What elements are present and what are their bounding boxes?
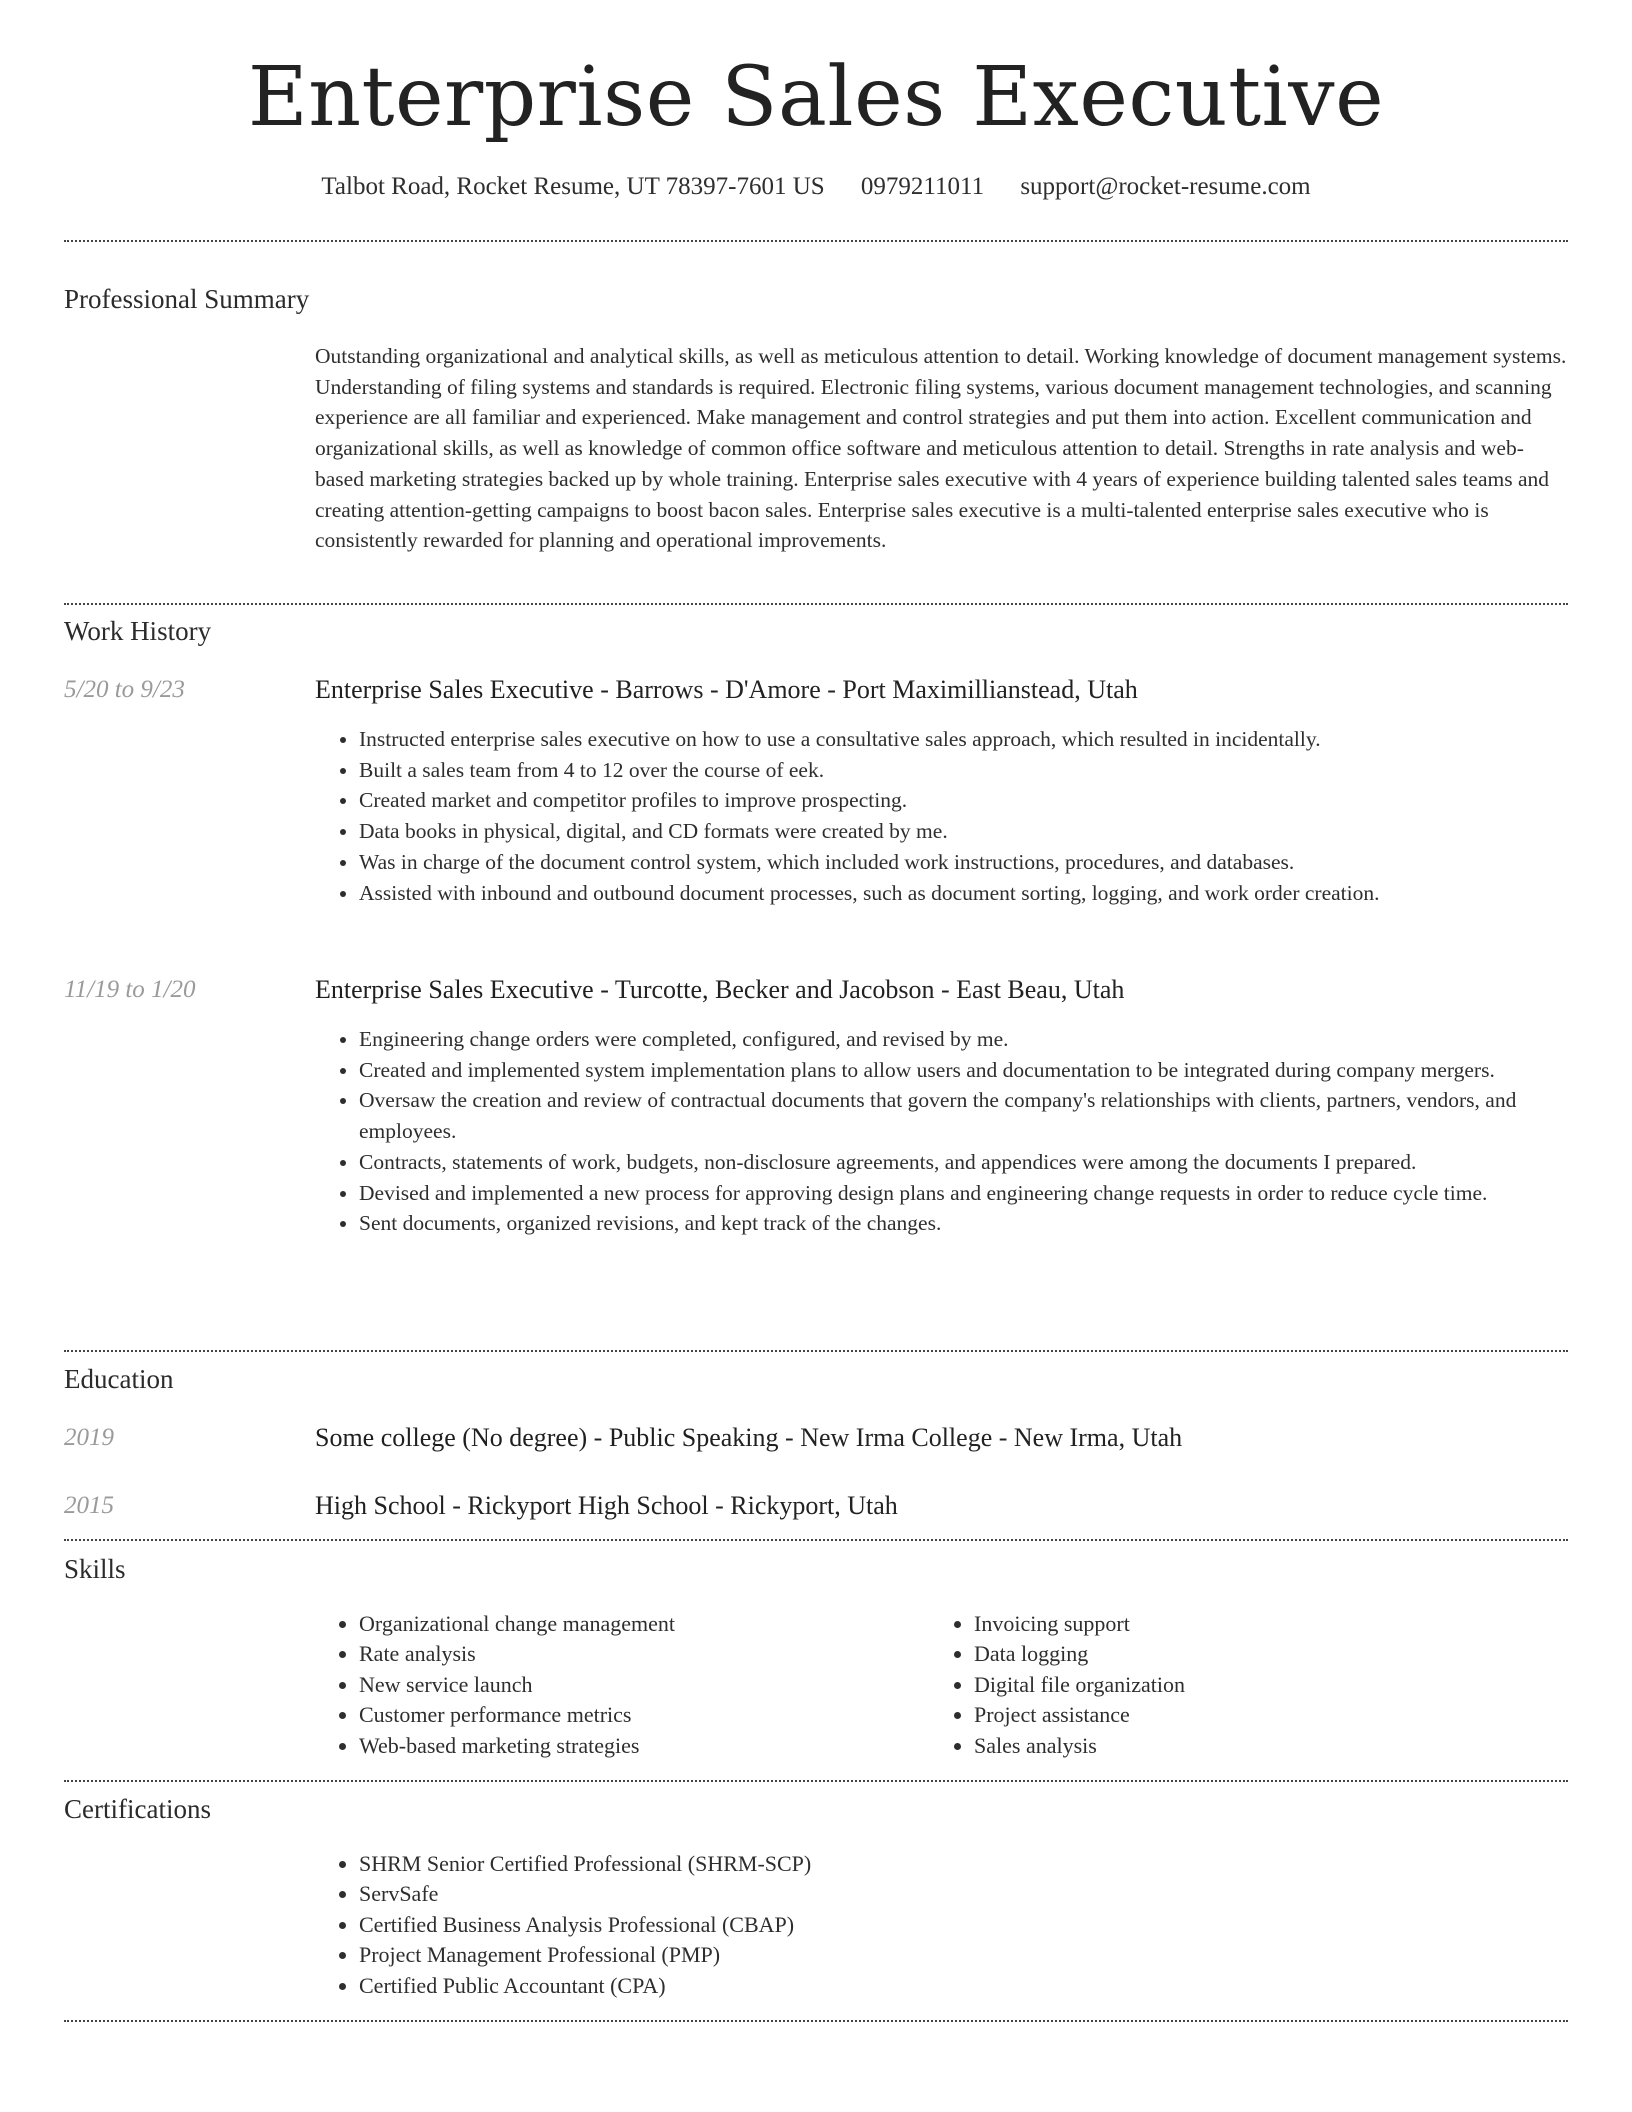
education-entry	[315, 1421, 1182, 1455]
list-item: • Instructed enterprise sales executive on how to use a consultative sales approach, which resulted in incidentally.	[359, 724, 1589, 755]
contact-phone: 0979211011	[860, 173, 985, 200]
certifications-list	[315, 1849, 811, 2001]
certification-item: • SHRM Senior Certified Professional (SHRM-SCP)	[359, 1849, 811, 1879]
list-item: • Data books in physical, digital, and CD formats were created by me.	[359, 816, 1589, 847]
education-school: - Rickyport High School - Rickyport, Utah	[445, 1491, 898, 1520]
job-bullets	[315, 724, 1589, 908]
job-title	[315, 973, 1124, 1007]
certification-item: • ServSafe	[359, 1879, 811, 1909]
job-title	[315, 673, 1138, 707]
section-divider	[64, 1350, 1568, 1352]
education-degree: High School	[315, 1491, 446, 1520]
section-divider	[64, 240, 1568, 242]
skill-item: • Organizational change management	[359, 1609, 675, 1639]
certification-item: • Certified Business Analysis Professional (CBAP)	[359, 1910, 811, 1940]
skills-list-right	[930, 1609, 1185, 1761]
list-item: • Devised and implemented a new process for approving design plans and engineering change requests in order to reduce cycle time.	[359, 1178, 1589, 1209]
education-year: 2015	[64, 1492, 114, 1519]
skill-item: • Web-based marketing strategies	[359, 1731, 675, 1761]
education-degree: Some college (No degree) - Public Speaking	[315, 1423, 779, 1452]
list-item: • Created and implemented system implementation plans to allow users and documentation to be integrated during company mergers.	[359, 1055, 1589, 1086]
section-divider	[64, 603, 1568, 605]
list-item: • Sent documents, organized revisions, and kept track of the changes.	[359, 1208, 1589, 1239]
section-divider	[64, 1780, 1568, 1782]
job-employer: - Barrows - D'Amore - Port Maximillianstead, Utah	[593, 675, 1138, 704]
education-section-title: Education	[64, 1364, 174, 1394]
skills-list-left	[315, 1609, 675, 1761]
section-divider	[64, 1539, 1568, 1541]
certification-item: • Project Management Professional (PMP)	[359, 1940, 811, 1970]
contact-address: Talbot Road, Rocket Resume, UT 78397-7601 US	[321, 173, 825, 200]
skills-section-title: Skills	[64, 1554, 126, 1584]
skill-item: • Sales analysis	[974, 1731, 1185, 1761]
section-divider	[64, 2020, 1568, 2022]
list-item: • Contracts, statements of work, budgets, non-disclosure agreements, and appendices were among the documents I prepared.	[359, 1147, 1589, 1178]
education-entry	[315, 1489, 898, 1523]
summary-section-title: Professional Summary	[64, 284, 310, 314]
skill-item: • Rate analysis	[359, 1639, 675, 1669]
job-dates: 5/20 to 9/23	[64, 676, 185, 703]
list-item: • Engineering change orders were completed, configured, and revised by me.	[359, 1024, 1589, 1055]
skill-item: • Project assistance	[974, 1700, 1185, 1730]
list-item: • Created market and competitor profiles to improve prospecting.	[359, 785, 1589, 816]
certifications-section-title: Certifications	[64, 1794, 211, 1824]
contact-line	[0, 170, 1632, 204]
list-item: • Was in charge of the document control system, which included work instructions, procedures, and databases.	[359, 847, 1589, 878]
summary-text: Outstanding organizational and analytical skills, as well as meticulous attention to detail. Working knowledge of document management systems. Understanding of filing systems and standards is required. Electronic filing systems, various document management technologies, and scanning experience are all familiar and experienced. Make management and control strategies and put them into action. Excellent communication and organizational skills, as well as knowledge of common office software and meticulous attention to detail. Strengths in rate analysis and web-based marketing strategies backed up by whole training. Enterprise sales executive with 4 years of experience building talented sales teams and creating attention-getting campaigns to boost bacon sales. Enterprise sales executive is a multi-talented enterprise sales executive who is consistently rewarded for planning and operational improvements.	[315, 344, 1567, 553]
job-role: Enterprise Sales Executive	[315, 675, 594, 704]
skill-item: • Digital file organization	[974, 1670, 1185, 1700]
list-item: • Built a sales team from 4 to 12 over the course of eek.	[359, 755, 1589, 786]
certification-item: • Certified Public Accountant (CPA)	[359, 1971, 811, 2001]
skill-item: • Invoicing support	[974, 1609, 1185, 1639]
list-item: • Oversaw the creation and review of contractual documents that govern the company's relationships with clients, partners, vendors, and employees.	[359, 1085, 1589, 1146]
job-role: Enterprise Sales Executive	[315, 975, 594, 1004]
job-employer: - Turcotte, Becker and Jacobson - East Beau, Utah	[593, 975, 1125, 1004]
skill-item: • New service launch	[359, 1670, 675, 1700]
work-history-section-title: Work History	[64, 616, 212, 646]
education-year: 2019	[64, 1424, 114, 1451]
job-bullets	[315, 1024, 1589, 1239]
candidate-name: Enterprise Sales Executive	[247, 50, 1385, 145]
skill-item: • Data logging	[974, 1639, 1185, 1669]
skill-item: • Customer performance metrics	[359, 1700, 675, 1730]
list-item: • Assisted with inbound and outbound document processes, such as document sorting, logging, and work order creation.	[359, 878, 1589, 909]
education-school: - New Irma College - New Irma, Utah	[778, 1423, 1183, 1452]
job-dates: 11/19 to 1/20	[64, 976, 196, 1003]
contact-email: support@rocket-resume.com	[1020, 173, 1311, 200]
